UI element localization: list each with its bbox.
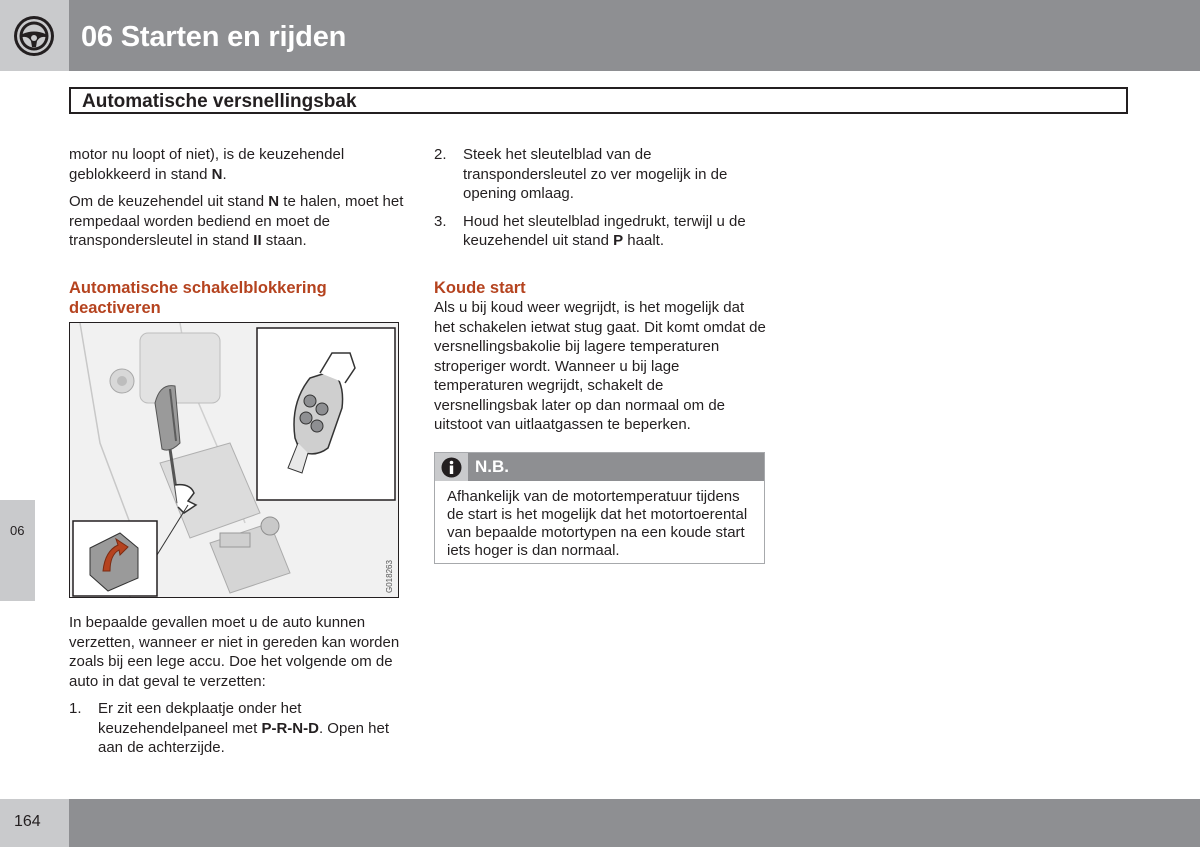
paragraph-move-car: In bepaalde gevallen moet u de auto kunnen verzetten, wanneer er niet in gereden kan worden zoals bij een lege accu. Doe het volgende om de auto in dat geval te verzetten: [69,614,400,690]
paragraph-release: Om de keuzehendel uit stand N te halen, moet het rempedaal worden bediend en moet de transpondersleutel in stand II staan. [69,193,404,249]
subheading-cold-start: Koude start [434,279,526,297]
paragraph-locked: motor nu loopt of niet), is de keuzehendel geblokkeerd in stand N. [69,146,345,183]
info-icon [441,457,462,478]
shift-lock-illustration [69,322,399,598]
chapter-title: 06 Starten en rijden [81,21,347,53]
paragraph-cold-start: Als u bij koud weer wegrijdt, is het mogelijk dat het schakelen ietwat stug gaat. Dit komt omdat de versnellingsbakolie bij lagere temperaturen stroperiger wordt. Wanneer u bij lage temperaturen wegrijdt, schakelt de versnellingsbak later op dan normaal om de uitstoot van uitlaatgassen te beperken. [434,299,766,433]
middle-column [434,145,769,259]
list-item: 3. Houd het sleutelblad ingedrukt, terwijl u de keuzehendel uit stand P haalt. [434,212,746,249]
left-subheading-block [69,278,389,318]
figure-code: G018263 [385,560,394,593]
steering-wheel-icon [12,14,56,58]
note-box [434,452,765,564]
footer-bar [69,799,1200,847]
note-label: N.B. [475,457,509,476]
left-lower-text [69,613,404,766]
chapter-side-tab [0,500,35,601]
steps-list-middle [434,145,769,251]
note-header [435,453,764,481]
note-icon-cell [435,453,468,481]
subheading-deactivate: Automatische schakelblokkering deactiveren [69,279,327,317]
cold-start-block [434,278,769,443]
chapter-tab-label: 06 [10,523,25,538]
gear-selector-drawing [70,323,399,598]
section-header-box [69,87,1128,114]
left-column [69,145,404,259]
note-text: Afhankelijk van de motortemperatuur tijdens de start is het mogelijk dat het motortoerental van bepaalde motortypen na een koude start iets hoger is dan normaal. [447,488,748,559]
section-title: Automatische versnellingsbak [82,91,357,112]
page-number: 164 [14,813,41,830]
note-body [447,488,757,560]
list-item: 1. Er zit een dekplaatje onder het keuzehendelpaneel met P-R-N-D. Open het aan de achterzijde. [69,700,390,756]
steps-list-left [69,699,404,758]
list-item: 2. Steek het sleutelblad van de transpondersleutel zo ver mogelijk in de opening omlaag. [434,146,728,202]
header-icon-cell [0,0,69,71]
